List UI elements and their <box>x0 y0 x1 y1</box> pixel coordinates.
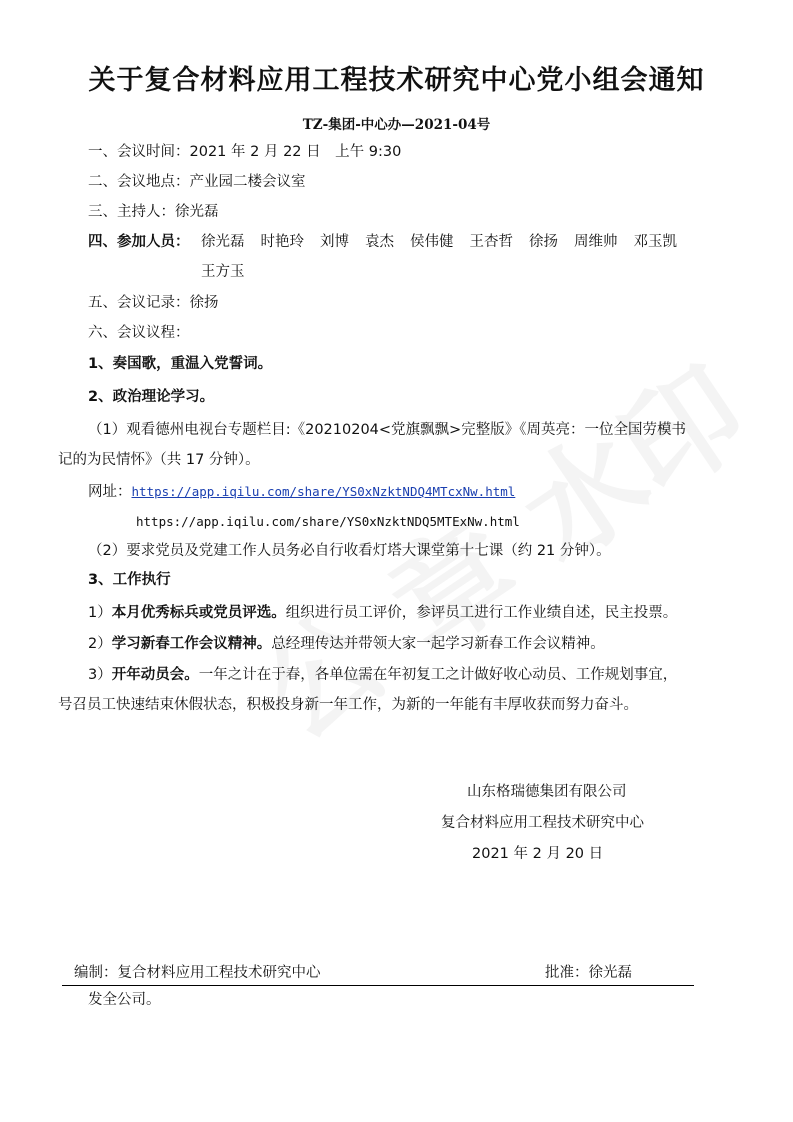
agenda-item-2-sub-1: （1）观看德州电视台专题栏目:《20210204<党旗飘飘>完整版》《周英亮：一位全国劳模书 <box>88 422 686 438</box>
meeting-time <box>88 142 401 162</box>
attendee: 王方玉 <box>201 264 245 280</box>
agenda-item-2-sub-2: （2）要求党员及党建工作人员务必自行收看灯塔大课堂第十七课（约 21 分钟）。 <box>88 543 611 559</box>
attendee: 徐扬 <box>529 234 558 250</box>
footer-divider <box>62 985 694 986</box>
attendee: 袁杰 <box>365 234 394 250</box>
document-title: 关于复合材料应用工程技术研究中心党小组会通知 <box>88 65 705 96</box>
meeting-recorder-value: 徐扬 <box>189 295 219 311</box>
agenda-item-3: 3、工作执行 <box>88 572 171 588</box>
attendee: 徐光磊 <box>201 234 245 250</box>
signature-company: 山东格瑞德集团有限公司 <box>467 784 627 800</box>
attendees-row-1 <box>201 232 693 252</box>
meeting-place-value: 产业园二楼会议室 <box>189 174 306 190</box>
work-item-text: 总经理传达并带领大家一起学习新春工作会议精神。 <box>271 636 605 652</box>
attendee: 王杏哲 <box>469 234 513 250</box>
work-item-text: 组织进行员工评价，参评员工进行工作业绩自述，民主投票。 <box>285 605 678 621</box>
footer-approver: 批准：徐光磊 <box>545 965 632 981</box>
attendees-list <box>201 232 693 282</box>
meeting-time-label: 一、会议时间： <box>88 144 190 160</box>
meeting-place-label: 二、会议地点： <box>88 174 190 190</box>
agenda-item-1: 1、奏国歌，重温入党誓词。 <box>88 356 273 372</box>
attendees-row-2 <box>201 262 693 282</box>
agenda-item-2-sub-1-cont: 记的为民情怀》（共 17 分钟）。 <box>58 452 260 468</box>
agenda-label: 六、会议议程： <box>88 325 190 341</box>
meeting-place <box>88 172 306 192</box>
video-link-1[interactable]: https://app.iqilu.com/share/YS0xNzktNDQ4MTcxNw.html <box>131 484 516 499</box>
attendee: 时艳玲 <box>260 234 304 250</box>
meeting-host <box>88 202 219 222</box>
attendee: 周维帅 <box>574 234 618 250</box>
work-item-prefix: 2） <box>88 636 112 652</box>
signature-center: 复合材料应用工程技术研究中心 <box>441 815 644 831</box>
work-item-prefix: 1） <box>88 605 112 621</box>
attendee: 刘博 <box>320 234 349 250</box>
work-item-3-cont: 号召员工快速结束休假状态，积极投身新一年工作，为新的一年能有丰厚收获而努力奋斗。 <box>58 697 638 713</box>
video-link-2[interactable]: https://app.iqilu.com/share/YS0xNzktNDQ5MTExNw.html <box>136 514 520 529</box>
attendee: 邓玉凯 <box>633 234 677 250</box>
work-item-heading: 开年动员会。 <box>111 667 199 683</box>
attendees-label: 四、参加人员： <box>88 234 190 250</box>
work-item-text: 一年之计在于春，各单位需在年初复工之计做好收心动员、工作规划事宜， <box>198 667 678 683</box>
meeting-time-value: 2021 年 2 月 22 日 上午 9:30 <box>189 144 402 160</box>
footer-distribution: 发全公司。 <box>88 992 161 1008</box>
signature-date: 2021 年 2 月 20 日 <box>472 846 604 862</box>
work-item-2 <box>88 634 605 654</box>
meeting-recorder <box>88 293 219 313</box>
meeting-host-label: 三、主持人： <box>88 204 175 220</box>
meeting-recorder-label: 五、会议记录： <box>88 295 190 311</box>
agenda-item-2: 2、政治理论学习。 <box>88 389 215 405</box>
attendee: 侯伟健 <box>410 234 454 250</box>
meeting-host-value: 徐光磊 <box>175 204 219 220</box>
footer-editor: 编制：复合材料应用工程技术研究中心 <box>74 965 321 981</box>
work-item-heading: 本月优秀标兵或党员评选。 <box>111 605 286 621</box>
work-item-prefix: 3） <box>88 667 112 683</box>
work-item-heading: 学习新春工作会议精神。 <box>111 636 272 652</box>
work-item-1 <box>88 603 677 623</box>
url-row-1 <box>88 482 515 502</box>
url-label: 网址： <box>88 484 132 500</box>
work-item-3 <box>88 665 677 685</box>
document-number: TZ-集团-中心办—2021-04号 <box>302 117 491 133</box>
